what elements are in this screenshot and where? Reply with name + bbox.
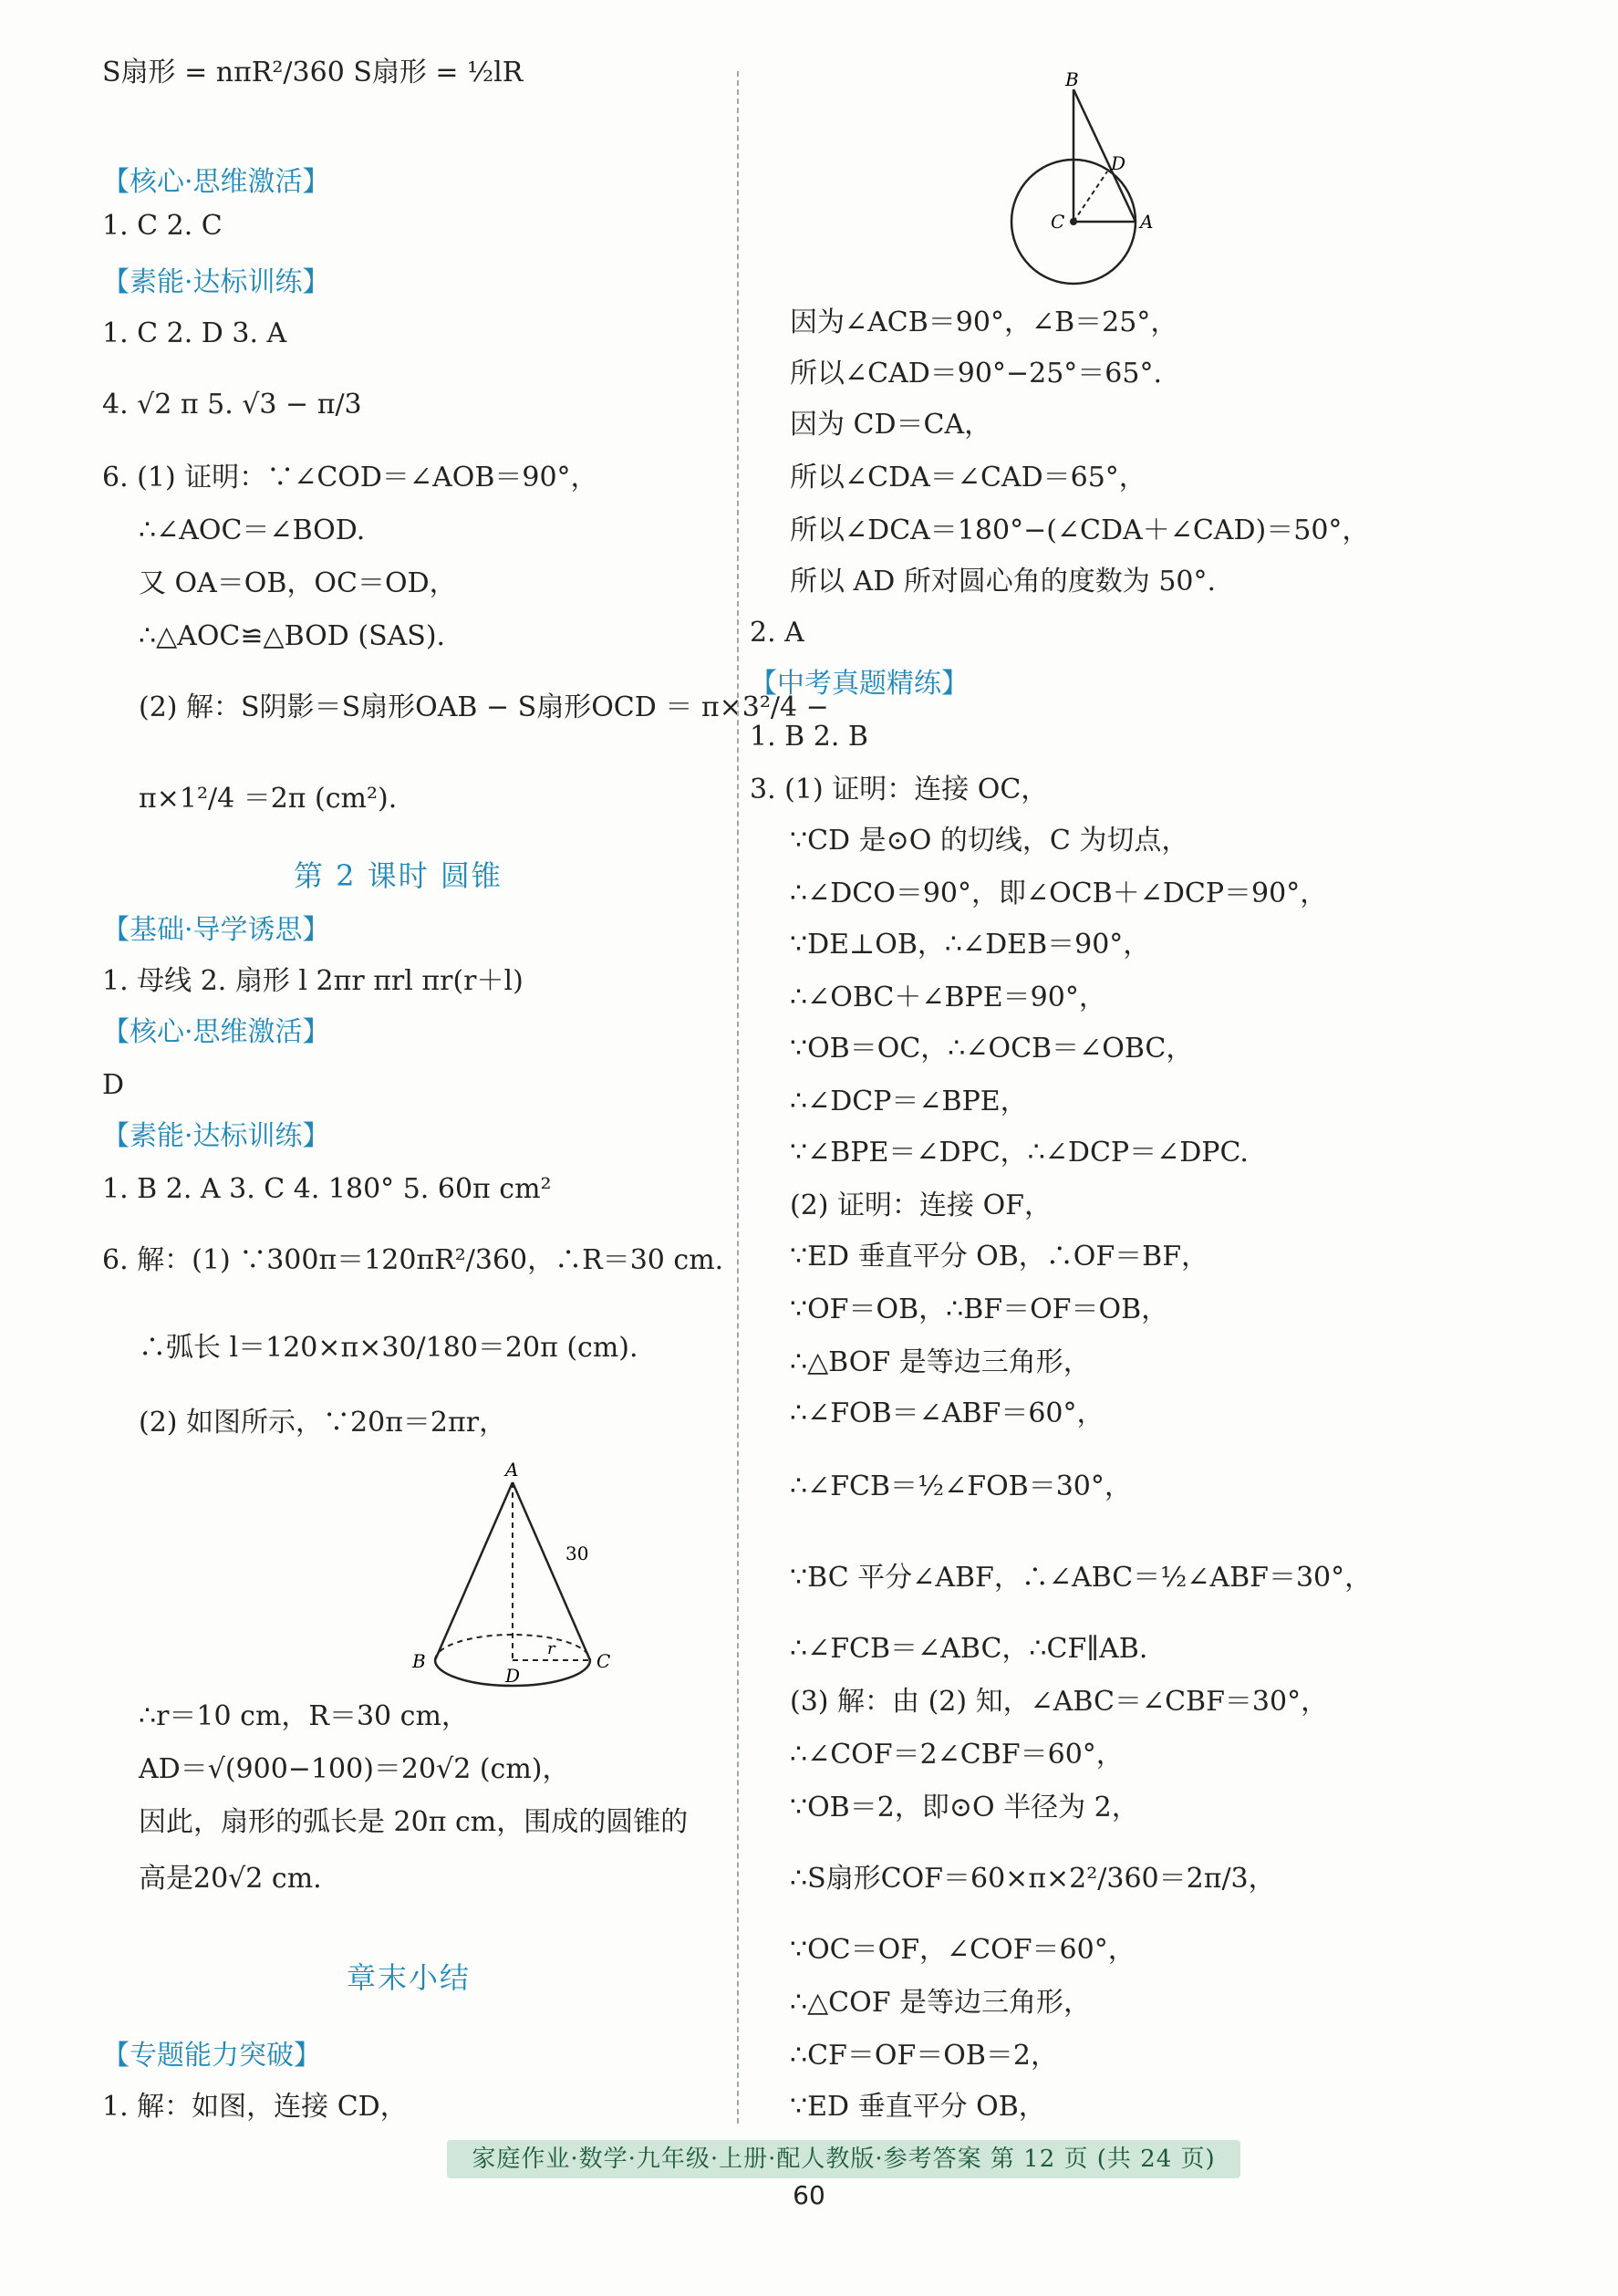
solution-line: 6. 解：(1) ∵300π＝120πR²/360，∴R＝30 cm. [102, 1244, 724, 1276]
solution-line: 又 OA＝OB，OC＝OD， [139, 567, 457, 599]
circle-label-a: A [1140, 211, 1154, 233]
solution-line: (3) 解：由 (2) 知，∠ABC＝∠CBF＝30°， [790, 1686, 1329, 1718]
solution-line: 所以 AD 所对圆心角的度数为 50°. [790, 566, 1217, 597]
heading-basic-guide: 【基础·导学诱思】 [102, 914, 330, 946]
answer-line: 1. B 2. A 3. C 4. 180° 5. 60π cm² [102, 1173, 552, 1205]
answer-line: 1. B 2. B [750, 721, 868, 753]
solution-line: ∴△AOC≌△BOD (SAS). [139, 620, 446, 652]
solution-line: 所以∠CAD＝90°−25°＝65°. [790, 358, 1163, 390]
solution-line: ∴∠COF＝2∠CBF＝60°， [790, 1739, 1124, 1771]
lesson-title: 第 2 课时 圆锥 [294, 858, 503, 893]
solution-line: ∴∠OBC＋∠BPE＝90°， [790, 982, 1106, 1013]
solution-line: 所以∠CDA＝∠CAD＝65°， [790, 462, 1146, 493]
heading-skill-training: 【素能·达标训练】 [102, 266, 330, 298]
heading-exam-practice: 【中考真题精练】 [750, 668, 969, 700]
page-number: 60 [793, 2180, 825, 2210]
solution-line: (2) 如图所示，∵20π＝2πr， [139, 1407, 507, 1439]
cone-label-slant: 30 [565, 1543, 589, 1564]
solution-line: ∴CF＝OF＝OB＝2， [790, 2040, 1058, 2072]
solution-line: ∵OB＝OC，∴∠OCB＝∠OBC， [790, 1033, 1194, 1065]
solution-line: 1. 解：如图，连接 CD， [102, 2091, 408, 2123]
circle-label-b: B [1065, 71, 1079, 90]
circle-label-d: D [1111, 152, 1126, 174]
cone-label-c: C [596, 1650, 611, 1672]
solution-line: ∴S扇形COF＝60×π×2²/360＝2π/3， [790, 1863, 1276, 1895]
heading-core-activation: 【核心·思维激活】 [102, 166, 330, 198]
solution-line: ∴∠FCB＝∠ABC，∴CF∥AB. [790, 1633, 1148, 1665]
circle-diagram [1005, 71, 1188, 299]
solution-line: 因为∠ACB＝90°，∠B＝25°， [790, 306, 1178, 338]
solution-line: AD＝√(900−100)＝20√2 (cm)， [139, 1753, 570, 1785]
solution-line: ∴△COF 是等边三角形， [790, 1987, 1092, 2019]
solution-line: π×1²/4 ＝2π (cm²). [139, 783, 398, 815]
solution-line: (2) 证明：连接 OF， [790, 1190, 1052, 1221]
circle-label-c: C [1051, 211, 1065, 233]
answer-line: 1. C 2. C [102, 210, 223, 242]
solution-line: ∴r＝10 cm，R＝30 cm， [139, 1700, 469, 1732]
solution-line: ∴弧长 l＝120×π×30/180＝20π (cm). [139, 1332, 638, 1364]
solution-line: 6. (1) 证明：∵∠COD＝∠AOB＝90°， [102, 462, 598, 493]
solution-line: ∴∠DCO＝90°，即∠OCB＋∠DCP＝90°， [790, 878, 1328, 909]
answer-line: 4. √2 π 5. √3 − π/3 [102, 389, 362, 421]
solution-line: ∵CD 是⊙O 的切线，C 为切点， [790, 825, 1189, 857]
solution-line: ∵ED 垂直平分 OB， [790, 2091, 1046, 2123]
solution-line: ∵BC 平分∠ABF，∴∠ABC＝½∠ABF＝30°， [790, 1562, 1373, 1594]
solution-line: 所以∠DCA＝180°−(∠CDA＋∠CAD)＝50°， [790, 514, 1370, 546]
sector-area-formulas: S扇形 = nπR²/360 S扇形 = ½lR [102, 57, 524, 88]
solution-line: 高是20√2 cm. [139, 1863, 322, 1895]
answer-line: 1. C 2. D 3. A [102, 317, 287, 349]
solution-line: ∴△BOF 是等边三角形， [790, 1346, 1091, 1378]
solution-line: (2) 解：S阴影＝S扇形OAB − S扇形OCD ＝ π×3²/4 − [139, 691, 829, 723]
solution-line: ∴∠FOB＝∠ABF＝60°， [790, 1397, 1105, 1429]
cone-label-d: D [505, 1665, 521, 1687]
answer-line: 2. A [750, 617, 804, 649]
solution-line: ∵ED 垂直平分 OB，∴OF＝BF， [790, 1241, 1209, 1273]
cone-label-a: A [505, 1460, 519, 1480]
solution-line: ∴∠DCP＝∠BPE， [790, 1086, 1028, 1117]
solution-line: ∵∠BPE＝∠DPC，∴∠DCP＝∠DPC. [790, 1137, 1249, 1169]
solution-line: 3. (1) 证明：连接 OC， [750, 774, 1049, 805]
column-divider [737, 71, 739, 2124]
heading-special-topic: 【专题能力突破】 [102, 2040, 321, 2072]
cone-label-r: r [547, 1639, 555, 1658]
solution-line: ∵OC＝OF，∠COF＝60°， [790, 1934, 1136, 1966]
answer-line: D [102, 1069, 125, 1101]
chapter-summary-title: 章末小结 [347, 1960, 472, 1995]
cone-label-b: B [412, 1650, 426, 1672]
solution-line: 因为 CD＝CA， [790, 409, 992, 441]
footer-caption: 家庭作业·数学·九年级·上册·配人教版·参考答案 第 12 页 (共 24 页) [472, 2145, 1216, 2173]
heading-core-activation: 【核心·思维激活】 [102, 1016, 330, 1048]
solution-line: ∵DE⊥OB，∴∠DEB＝90°， [790, 929, 1151, 961]
solution-line: ∴∠FCB＝½∠FOB＝30°， [790, 1470, 1132, 1502]
heading-skill-training: 【素能·达标训练】 [102, 1120, 330, 1152]
solution-line: ∵OF＝OB，∴BF＝OF＝OB， [790, 1293, 1169, 1325]
solution-line: ∴∠AOC＝∠BOD. [139, 514, 366, 546]
solution-line: 因此，扇形的弧长是 20π cm，围成的圆锥的 [139, 1806, 689, 1838]
cone-diagram [330, 1460, 640, 1697]
answer-line: 1. 母线 2. 扇形 l 2πr πrl πr(r＋l) [102, 965, 524, 997]
solution-line: ∵OB＝2，即⊙O 半径为 2， [790, 1792, 1139, 1823]
